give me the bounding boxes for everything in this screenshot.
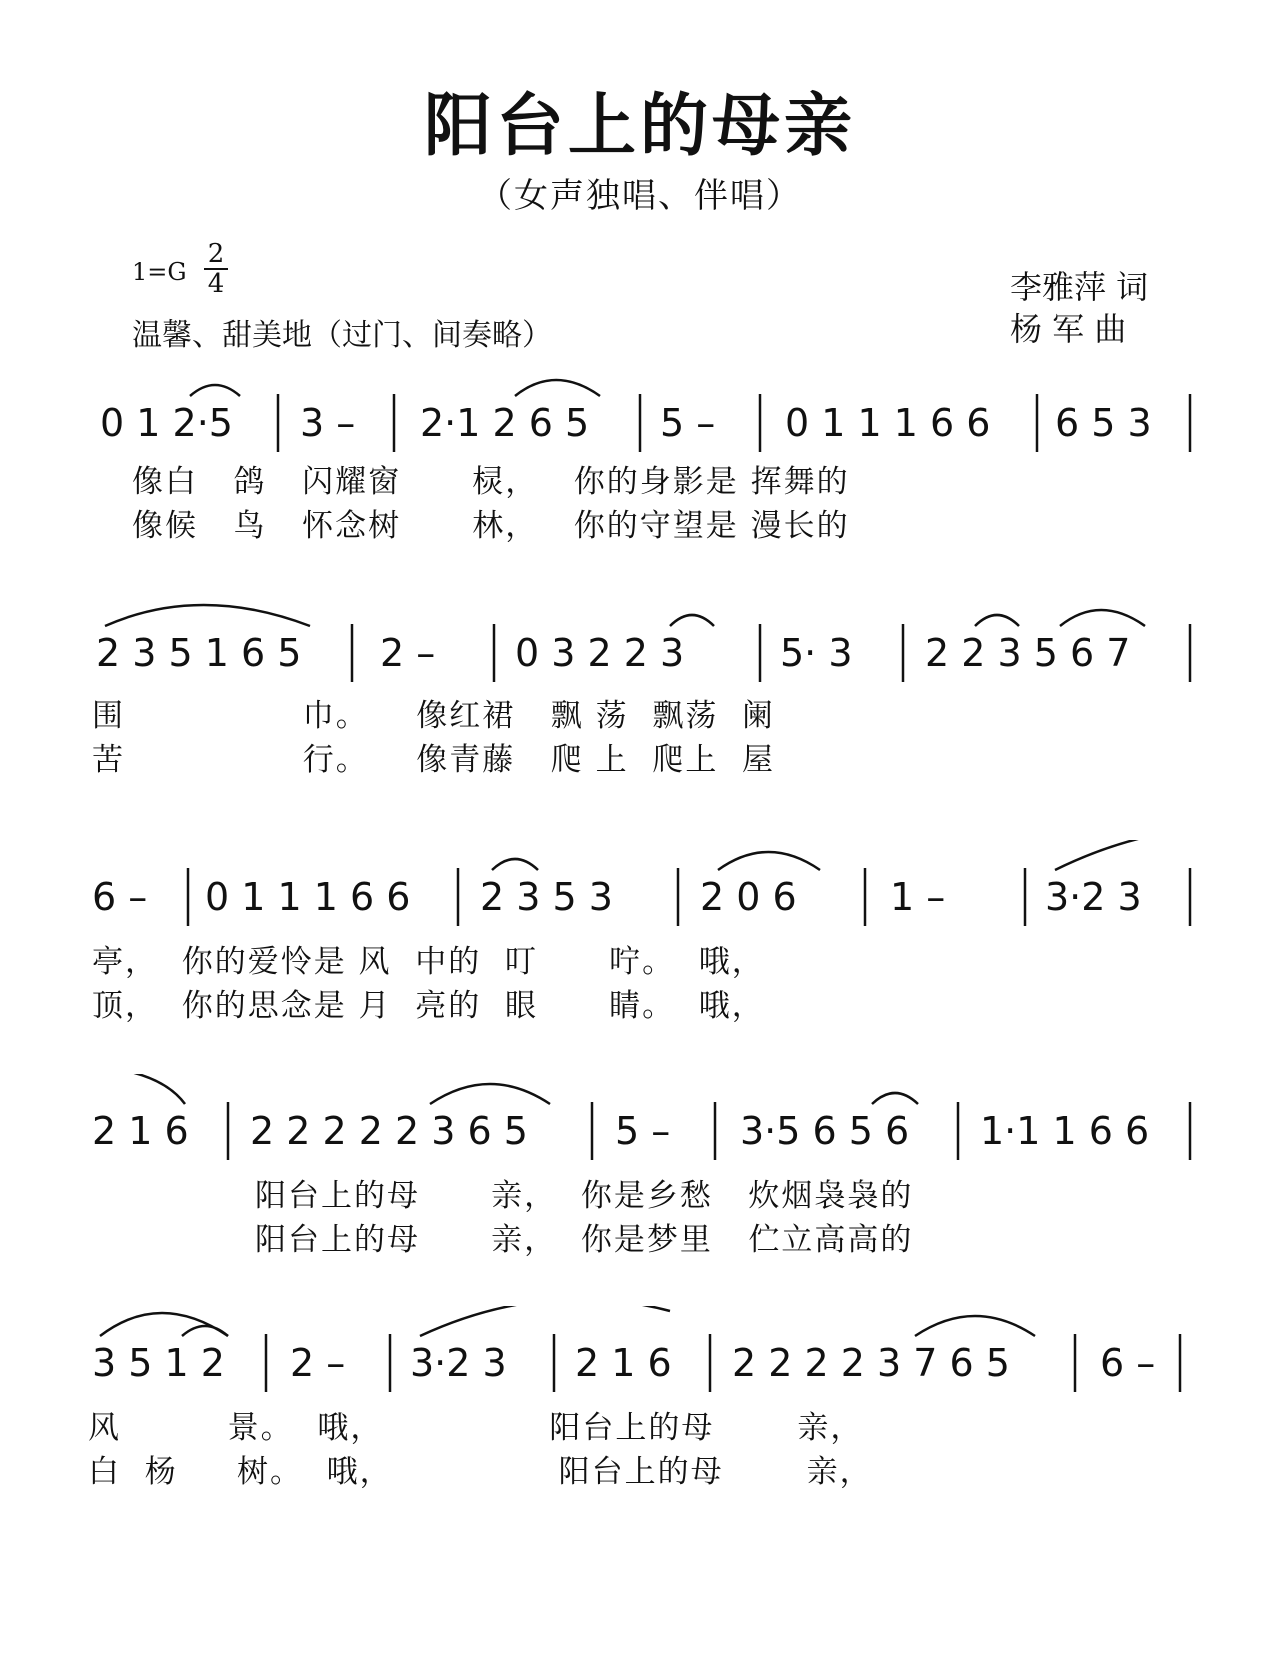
measure-notes: 0 1 2·5 (100, 401, 233, 445)
lyrics-verse-2: 白 杨 树。 哦， 阳台上的母 亲， (88, 1454, 873, 1490)
time-signature-top: 2 (204, 240, 228, 270)
score-system-3 (0, 840, 1280, 1030)
measure-notes: 3·2 3 (1045, 875, 1142, 919)
measure-notes: 6 – (92, 875, 148, 919)
measure-notes: 2 – (290, 1341, 346, 1385)
lyrics-verse-2: 顶， 你的思念是 月 亮的 眼 睛。 哦， (92, 988, 765, 1024)
notation-system-3 (0, 840, 1280, 950)
measure-notes: 0 1 1 1 6 6 (785, 401, 991, 445)
measure-notes: 5 – (615, 1109, 671, 1153)
song-title: 阳台上的母亲 (423, 86, 856, 166)
lyrics-verse-2: 像候 鸟 怀念树 林， 你的守望是 漫长的 (132, 508, 850, 544)
measure-notes: 3·5 6 5 6 (740, 1109, 910, 1153)
song-subtitle: （女声独唱、伴唱） (478, 176, 802, 216)
tempo-marking: 温馨、甜美地（过门、间奏略） (132, 318, 552, 353)
measure-notes: 2 3 5 3 (480, 875, 613, 919)
lyrics-verse-1: 风 景。 哦， 阳台上的母 亲， (88, 1410, 864, 1446)
notation-system-5 (0, 1306, 1280, 1416)
score-system-2 (0, 596, 1280, 786)
lyrics-verse-2: 苦 行。 像青藤 爬 上 爬上 屋 (92, 742, 776, 778)
measure-notes: 5 – (660, 401, 716, 445)
measure-notes: 5· 3 (780, 631, 853, 675)
measure-notes: 2 2 2 2 3 7 6 5 (732, 1341, 1010, 1385)
measure-notes: 1·1 1 6 6 (980, 1109, 1150, 1153)
measure-notes: 2·1 2 6 5 (420, 401, 590, 445)
measure-notes: 0 1 1 1 6 6 (205, 875, 411, 919)
lyrics-verse-1: 像白 鸽 闪耀窗 棂， 你的身影是 挥舞的 (132, 464, 850, 500)
measure-notes: 3 – (300, 401, 356, 445)
measure-notes: 2 – (380, 631, 436, 675)
measure-notes: 3 5 1 2 (92, 1341, 225, 1385)
measure-notes: 2 0 6 (700, 875, 797, 919)
measure-notes: 2 3 5 1 6 5 (96, 631, 302, 675)
time-signature-bottom: 4 (207, 269, 225, 299)
measure-notes: 2 2 3 5 6 7 (925, 631, 1131, 675)
composer-credit: 杨 军 曲 (1010, 310, 1127, 348)
measure-notes: 6 – (1100, 1341, 1156, 1385)
measure-notes: 1 – (890, 875, 946, 919)
lyrics-verse-1: 亭， 你的爱怜是 风 中的 叮 咛。 哦， (92, 944, 765, 980)
notation-system-4 (0, 1074, 1280, 1184)
lyrics-verse-1: 围 巾。 像红裙 飘 荡 飘荡 阑 (92, 698, 776, 734)
lyricist-credit: 李雅萍 词 (1010, 268, 1149, 306)
score-system-1 (0, 366, 1280, 556)
measure-notes: 2 2 2 2 2 3 6 5 (250, 1109, 528, 1153)
score-system-5 (0, 1306, 1280, 1496)
measure-notes: 0 3 2 2 3 (515, 631, 685, 675)
lyrics-verse-2: 阳台上的母 亲， 你是梦里 伫立高高的 (255, 1222, 914, 1258)
lyrics-verse-1: 阳台上的母 亲， 你是乡愁 炊烟袅袅的 (255, 1178, 914, 1214)
score-system-4 (0, 1074, 1280, 1264)
key-signature: 1=G (132, 258, 187, 286)
measure-notes: 2 1 6 (575, 1341, 672, 1385)
measure-notes: 2 1 6 (92, 1109, 189, 1153)
time-signature (204, 240, 228, 298)
measure-notes: 6 5 3 (1055, 401, 1152, 445)
measure-notes: 3·2 3 (410, 1341, 507, 1385)
